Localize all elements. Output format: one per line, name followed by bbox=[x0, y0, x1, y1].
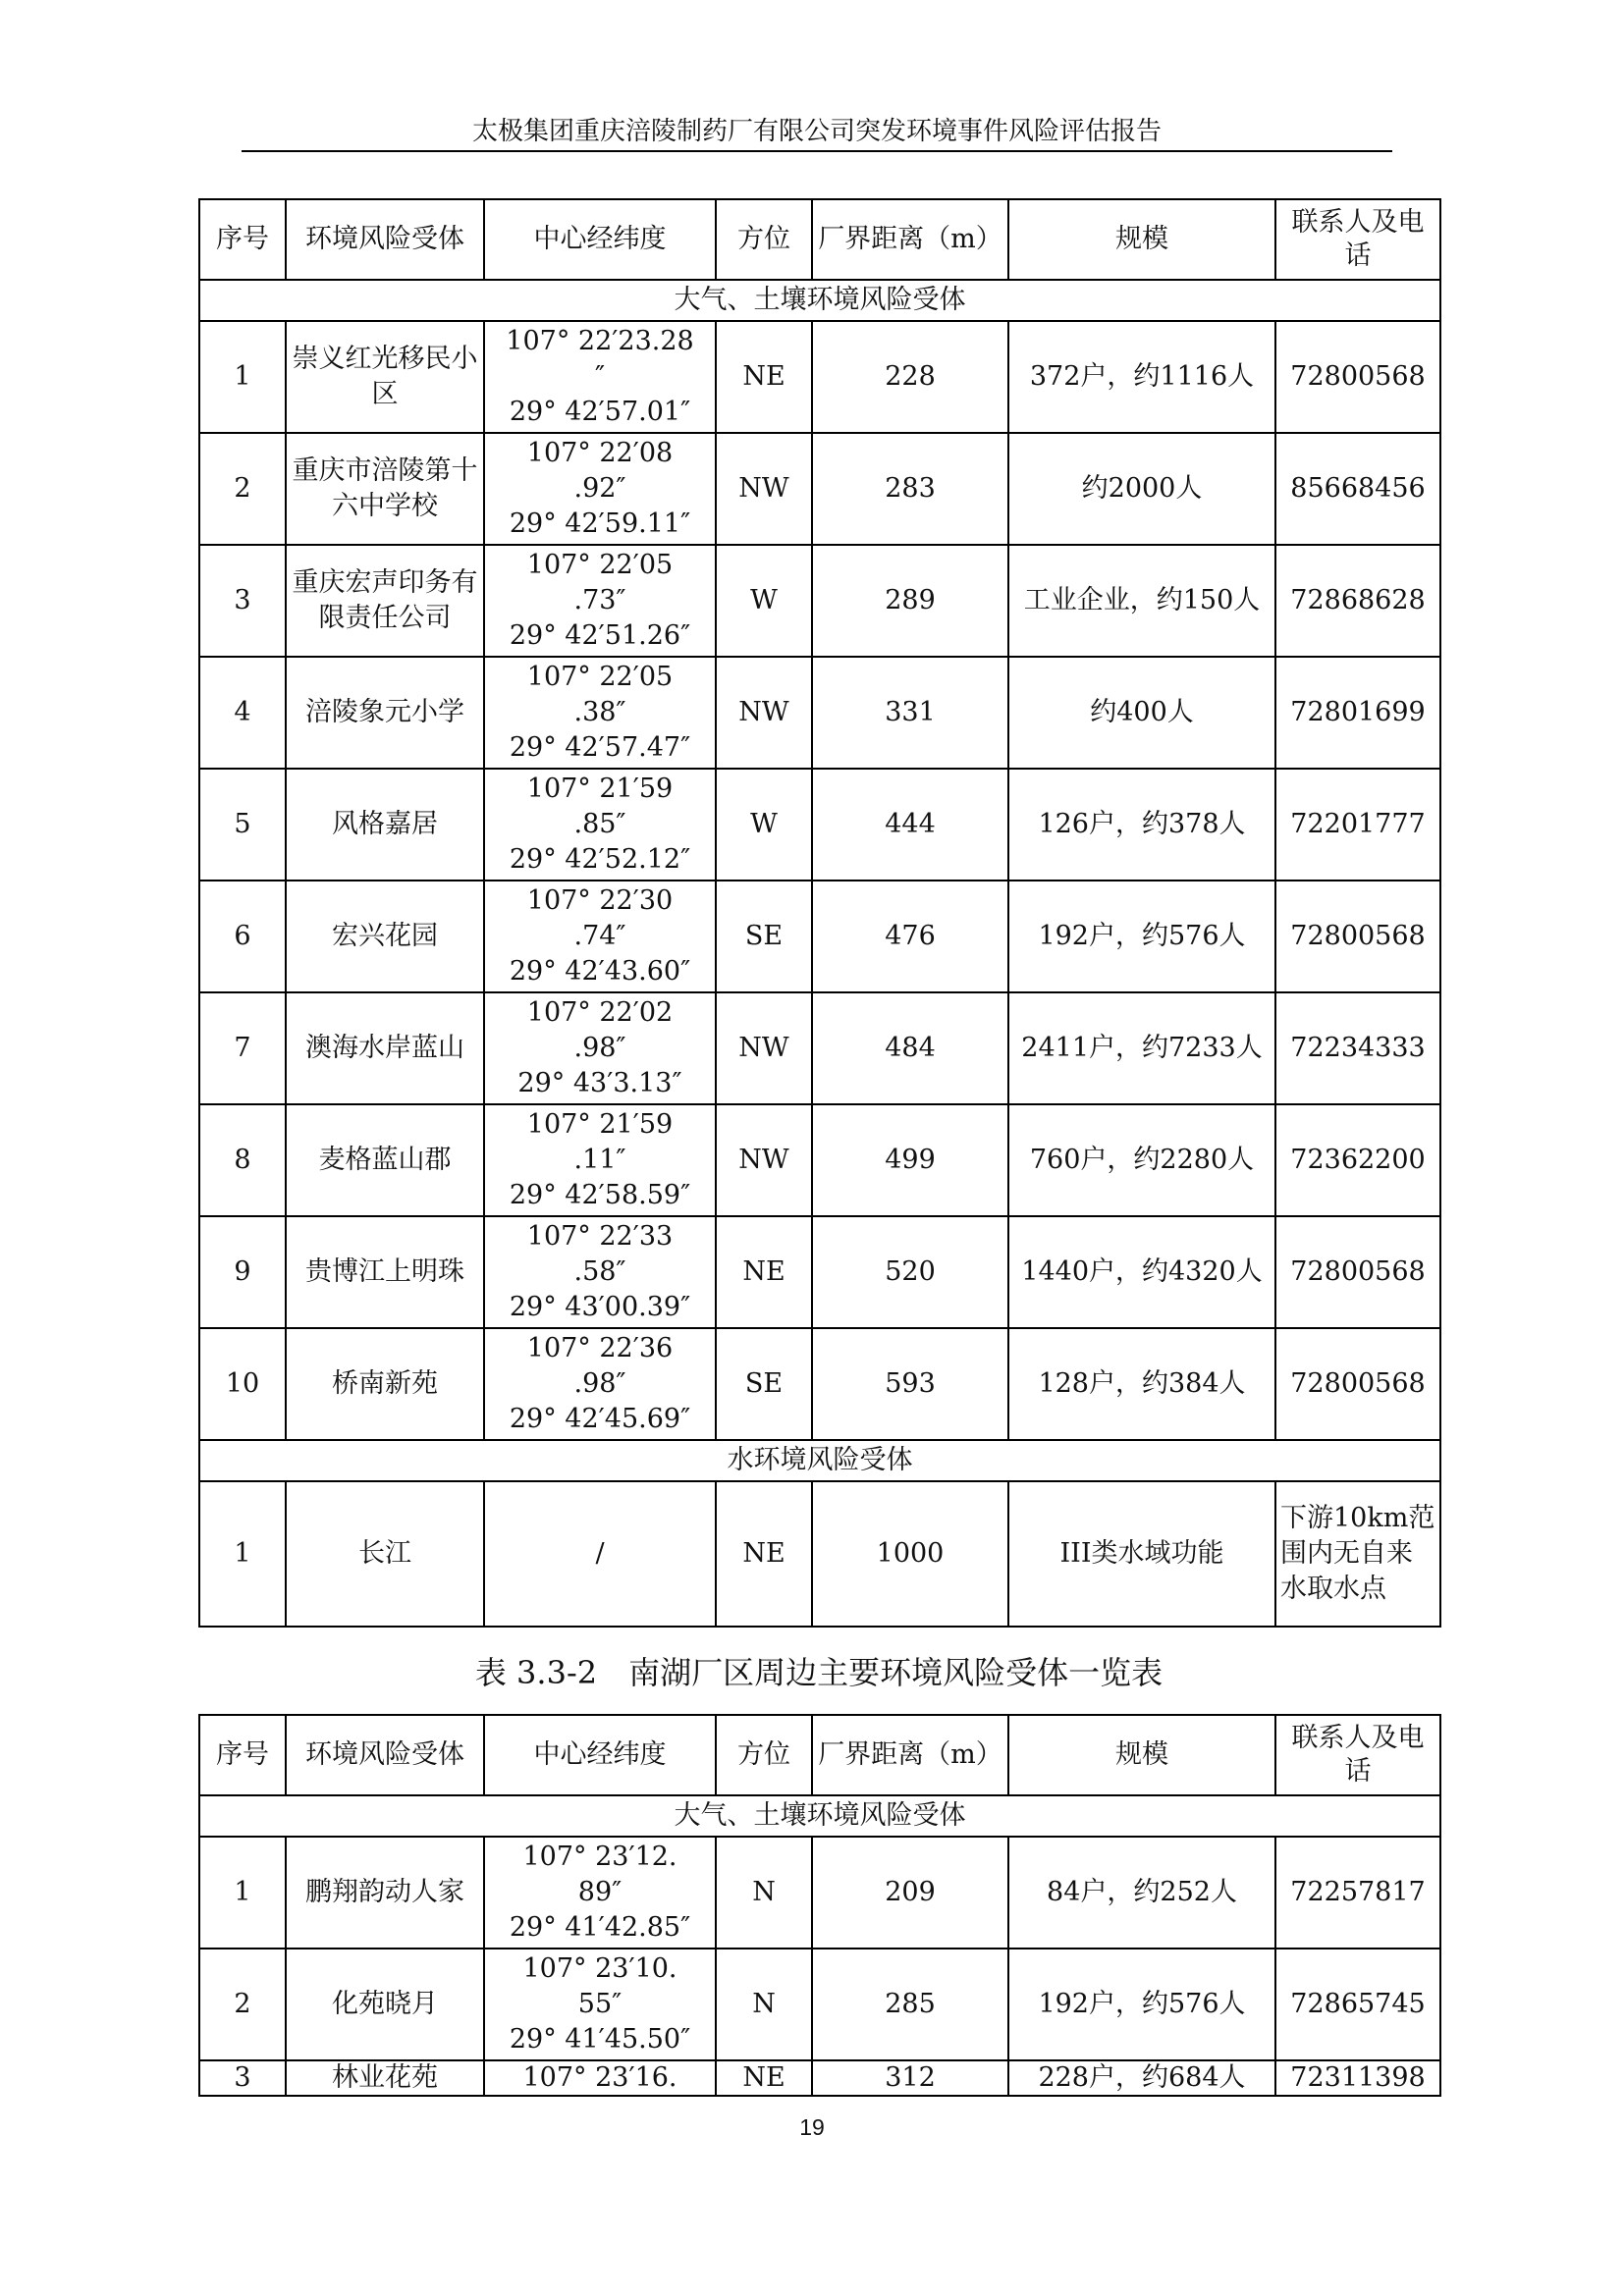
cell-distance: 593 bbox=[812, 1328, 1008, 1440]
cell-scale: 760户，约2280人 bbox=[1008, 1104, 1275, 1216]
coord-line: 29° 42′43.60″ bbox=[509, 956, 691, 987]
table-row bbox=[199, 1837, 1440, 1949]
cell-coord bbox=[484, 1949, 716, 2060]
cell-coord: / bbox=[484, 1481, 716, 1627]
table-row bbox=[199, 1328, 1440, 1440]
coord-line: 29° 42′57.01″ bbox=[509, 397, 691, 427]
cell-distance: 312 bbox=[812, 2060, 1008, 2096]
coord-line: 107° 23′10. bbox=[522, 1953, 677, 1984]
section-row-water bbox=[199, 1440, 1440, 1481]
cell-distance: 289 bbox=[812, 545, 1008, 657]
coord-line: 107° 22′36 bbox=[526, 1333, 674, 1363]
col-header-coord: 中心经纬度 bbox=[484, 1715, 716, 1795]
cell-no: 6 bbox=[199, 881, 286, 992]
cell-direction: NE bbox=[716, 1481, 812, 1627]
coord-line: 29° 42′45.69″ bbox=[509, 1404, 691, 1434]
cell-no: 7 bbox=[199, 992, 286, 1104]
cell-distance: 331 bbox=[812, 657, 1008, 769]
cell-distance: 444 bbox=[812, 769, 1008, 881]
section-title-water: 水环境风险受体 bbox=[199, 1440, 1440, 1481]
table-row bbox=[199, 2060, 1440, 2096]
col-header-no: 序号 bbox=[199, 199, 286, 280]
cell-direction: NW bbox=[716, 433, 812, 545]
cell-no: 1 bbox=[199, 1481, 286, 1627]
cell-distance: 228 bbox=[812, 321, 1008, 433]
cell-direction: NW bbox=[716, 657, 812, 769]
cell-distance: 499 bbox=[812, 1104, 1008, 1216]
risk-receptor-table-2 bbox=[198, 1714, 1441, 2097]
coord-line: 29° 41′42.85″ bbox=[509, 1912, 691, 1943]
table-row bbox=[199, 881, 1440, 992]
risk-receptor-table-1 bbox=[198, 198, 1441, 1628]
cell-no: 2 bbox=[199, 1949, 286, 2060]
cell-contact: 72800568 bbox=[1275, 881, 1440, 992]
cell-no: 5 bbox=[199, 769, 286, 881]
cell-coord bbox=[484, 2060, 716, 2096]
cell-coord bbox=[484, 1328, 716, 1440]
cell-contact: 85668456 bbox=[1275, 433, 1440, 545]
cell-scale: 126户，约378人 bbox=[1008, 769, 1275, 881]
table-header-row bbox=[199, 1715, 1440, 1795]
col-header-receptor: 环境风险受体 bbox=[286, 199, 484, 280]
coord-line: .92″ bbox=[573, 473, 626, 504]
cell-distance: 283 bbox=[812, 433, 1008, 545]
report-header-title: 太极集团重庆涪陵制药厂有限公司突发环境事件风险评估报告 bbox=[471, 117, 1162, 146]
coord-line: 107° 22′30 bbox=[526, 885, 674, 916]
cell-receptor: 风格嘉居 bbox=[286, 769, 484, 881]
coord-line: 29° 42′52.12″ bbox=[509, 844, 691, 875]
table-row bbox=[199, 992, 1440, 1104]
col-header-direction: 方位 bbox=[716, 199, 812, 280]
cell-direction: NW bbox=[716, 1104, 812, 1216]
cell-no: 8 bbox=[199, 1104, 286, 1216]
coord-line: ″ bbox=[594, 361, 606, 392]
cell-contact: 72800568 bbox=[1275, 1216, 1440, 1328]
cell-direction: SE bbox=[716, 1328, 812, 1440]
coord-line: 29° 43′00.39″ bbox=[509, 1292, 691, 1322]
cell-contact: 72865745 bbox=[1275, 1949, 1440, 2060]
coord-line: 107° 22′05 bbox=[526, 550, 674, 580]
coord-line: 55″ bbox=[577, 1989, 623, 2019]
table-caption: 表 3.3-2 南湖厂区周边主要环境风险受体一览表 bbox=[474, 1654, 1164, 1691]
cell-direction: W bbox=[716, 769, 812, 881]
col-header-coord: 中心经纬度 bbox=[484, 199, 716, 280]
table-row bbox=[199, 321, 1440, 433]
cell-contact: 72362200 bbox=[1275, 1104, 1440, 1216]
table-header-row bbox=[199, 199, 1440, 280]
coord-line: 107° 22′33 bbox=[526, 1221, 674, 1252]
coord-line: 107° 21′59 bbox=[526, 774, 674, 804]
cell-receptor: 重庆宏声印务有限责任公司 bbox=[286, 545, 484, 657]
cell-no: 4 bbox=[199, 657, 286, 769]
coord-line: 107° 21′59 bbox=[526, 1109, 674, 1140]
section-title-air: 大气、土壤环境风险受体 bbox=[199, 280, 1440, 321]
col-header-contact: 联系人及电话 bbox=[1275, 1715, 1440, 1795]
table-row bbox=[199, 769, 1440, 881]
table-row bbox=[199, 1481, 1440, 1627]
cell-contact: 72311398 bbox=[1275, 2060, 1440, 2096]
cell-distance: 484 bbox=[812, 992, 1008, 1104]
coord-line: 107° 22′02 bbox=[526, 997, 674, 1028]
section-title-air: 大气、土壤环境风险受体 bbox=[199, 1795, 1440, 1837]
col-header-distance: 厂界距离（m） bbox=[812, 1715, 1008, 1795]
col-header-scale: 规模 bbox=[1008, 1715, 1275, 1795]
coord-line: 107° 22′23.28 bbox=[506, 326, 694, 356]
cell-no: 2 bbox=[199, 433, 286, 545]
coord-line: .98″ bbox=[573, 1033, 626, 1063]
cell-scale: 192户，约576人 bbox=[1008, 881, 1275, 992]
cell-receptor: 麦格蓝山郡 bbox=[286, 1104, 484, 1216]
cell-coord bbox=[484, 769, 716, 881]
cell-scale: 工业企业，约150人 bbox=[1008, 545, 1275, 657]
cell-coord bbox=[484, 545, 716, 657]
cell-receptor: 涪陵象元小学 bbox=[286, 657, 484, 769]
cell-direction: N bbox=[716, 1949, 812, 2060]
coord-line: .11″ bbox=[573, 1145, 626, 1175]
coord-line: 29° 43′3.13″ bbox=[517, 1068, 682, 1098]
cell-coord bbox=[484, 433, 716, 545]
coord-line: .74″ bbox=[573, 921, 626, 951]
coord-line: 29° 41′45.50″ bbox=[509, 2024, 691, 2055]
cell-coord bbox=[484, 1837, 716, 1949]
cell-receptor: 鹏翔韵动人家 bbox=[286, 1837, 484, 1949]
cell-no: 1 bbox=[199, 321, 286, 433]
cell-contact: 72257817 bbox=[1275, 1837, 1440, 1949]
cell-no: 9 bbox=[199, 1216, 286, 1328]
col-header-no: 序号 bbox=[199, 1715, 286, 1795]
cell-no: 10 bbox=[199, 1328, 286, 1440]
cell-contact: 下游10km范围内无自来水取水点 bbox=[1275, 1481, 1440, 1627]
cell-no: 3 bbox=[199, 545, 286, 657]
cell-direction: NE bbox=[716, 1216, 812, 1328]
cell-distance: 209 bbox=[812, 1837, 1008, 1949]
cell-receptor: 桥南新苑 bbox=[286, 1328, 484, 1440]
cell-scale: 228户，约684人 bbox=[1008, 2060, 1275, 2096]
coord-line: 107° 23′12. bbox=[522, 1842, 677, 1872]
section-row-air bbox=[199, 280, 1440, 321]
cell-scale: 2411户，约7233人 bbox=[1008, 992, 1275, 1104]
col-header-direction: 方位 bbox=[716, 1715, 812, 1795]
table-row bbox=[199, 1949, 1440, 2060]
coord-line: 107° 23′16. bbox=[522, 2062, 677, 2093]
coord-line: .38″ bbox=[573, 697, 626, 727]
cell-no: 3 bbox=[199, 2060, 286, 2096]
cell-distance: 476 bbox=[812, 881, 1008, 992]
cell-no: 1 bbox=[199, 1837, 286, 1949]
cell-receptor: 重庆市涪陵第十六中学校 bbox=[286, 433, 484, 545]
cell-distance: 520 bbox=[812, 1216, 1008, 1328]
cell-receptor: 长江 bbox=[286, 1481, 484, 1627]
cell-coord bbox=[484, 657, 716, 769]
cell-direction: N bbox=[716, 1837, 812, 1949]
table-row bbox=[199, 433, 1440, 545]
coord-line: 89″ bbox=[577, 1877, 623, 1907]
table-row bbox=[199, 657, 1440, 769]
cell-scale: III类水域功能 bbox=[1008, 1481, 1275, 1627]
cell-direction: W bbox=[716, 545, 812, 657]
coord-line: 107° 22′05 bbox=[526, 662, 674, 692]
cell-coord bbox=[484, 992, 716, 1104]
cell-receptor: 宏兴花园 bbox=[286, 881, 484, 992]
section-row-air bbox=[199, 1795, 1440, 1837]
cell-scale: 1440户，约4320人 bbox=[1008, 1216, 1275, 1328]
coord-line: 29° 42′58.59″ bbox=[509, 1180, 691, 1210]
cell-receptor: 澳海水岸蓝山 bbox=[286, 992, 484, 1104]
cell-scale: 约400人 bbox=[1008, 657, 1275, 769]
coord-line: 107° 22′08 bbox=[526, 438, 674, 468]
cell-coord bbox=[484, 321, 716, 433]
cell-distance: 285 bbox=[812, 1949, 1008, 2060]
table-row bbox=[199, 1104, 1440, 1216]
cell-contact: 72800568 bbox=[1275, 1328, 1440, 1440]
cell-contact: 72201777 bbox=[1275, 769, 1440, 881]
cell-direction: NW bbox=[716, 992, 812, 1104]
cell-scale: 约2000人 bbox=[1008, 433, 1275, 545]
cell-scale: 128户，约384人 bbox=[1008, 1328, 1275, 1440]
header-rule bbox=[242, 150, 1392, 152]
coord-line: 29° 42′57.47″ bbox=[509, 732, 691, 763]
cell-contact: 72801699 bbox=[1275, 657, 1440, 769]
cell-coord bbox=[484, 1104, 716, 1216]
coord-line: .73″ bbox=[573, 585, 626, 615]
col-header-scale: 规模 bbox=[1008, 199, 1275, 280]
cell-direction: NE bbox=[716, 2060, 812, 2096]
page-number: 19 bbox=[799, 2114, 825, 2140]
cell-direction: NE bbox=[716, 321, 812, 433]
cell-receptor: 贵博江上明珠 bbox=[286, 1216, 484, 1328]
col-header-distance: 厂界距离（m） bbox=[812, 199, 1008, 280]
coord-line: .58″ bbox=[573, 1256, 626, 1287]
table-row bbox=[199, 545, 1440, 657]
cell-receptor: 林业花苑 bbox=[286, 2060, 484, 2096]
cell-scale: 372户，约1116人 bbox=[1008, 321, 1275, 433]
cell-receptor: 崇义红光移民小区 bbox=[286, 321, 484, 433]
cell-coord bbox=[484, 881, 716, 992]
cell-contact: 72868628 bbox=[1275, 545, 1440, 657]
cell-distance: 1000 bbox=[812, 1481, 1008, 1627]
coord-line: 29° 42′51.26″ bbox=[509, 620, 691, 651]
cell-coord bbox=[484, 1216, 716, 1328]
cell-contact: 72234333 bbox=[1275, 992, 1440, 1104]
col-header-receptor: 环境风险受体 bbox=[286, 1715, 484, 1795]
cell-direction: SE bbox=[716, 881, 812, 992]
coord-line: .98″ bbox=[573, 1368, 626, 1399]
cell-receptor: 化苑晓月 bbox=[286, 1949, 484, 2060]
table-row bbox=[199, 1216, 1440, 1328]
cell-scale: 192户，约576人 bbox=[1008, 1949, 1275, 2060]
coord-line: .85″ bbox=[573, 809, 626, 839]
cell-scale: 84户，约252人 bbox=[1008, 1837, 1275, 1949]
cell-contact: 72800568 bbox=[1275, 321, 1440, 433]
coord-line: 29° 42′59.11″ bbox=[509, 508, 691, 539]
col-header-contact: 联系人及电话 bbox=[1275, 199, 1440, 280]
